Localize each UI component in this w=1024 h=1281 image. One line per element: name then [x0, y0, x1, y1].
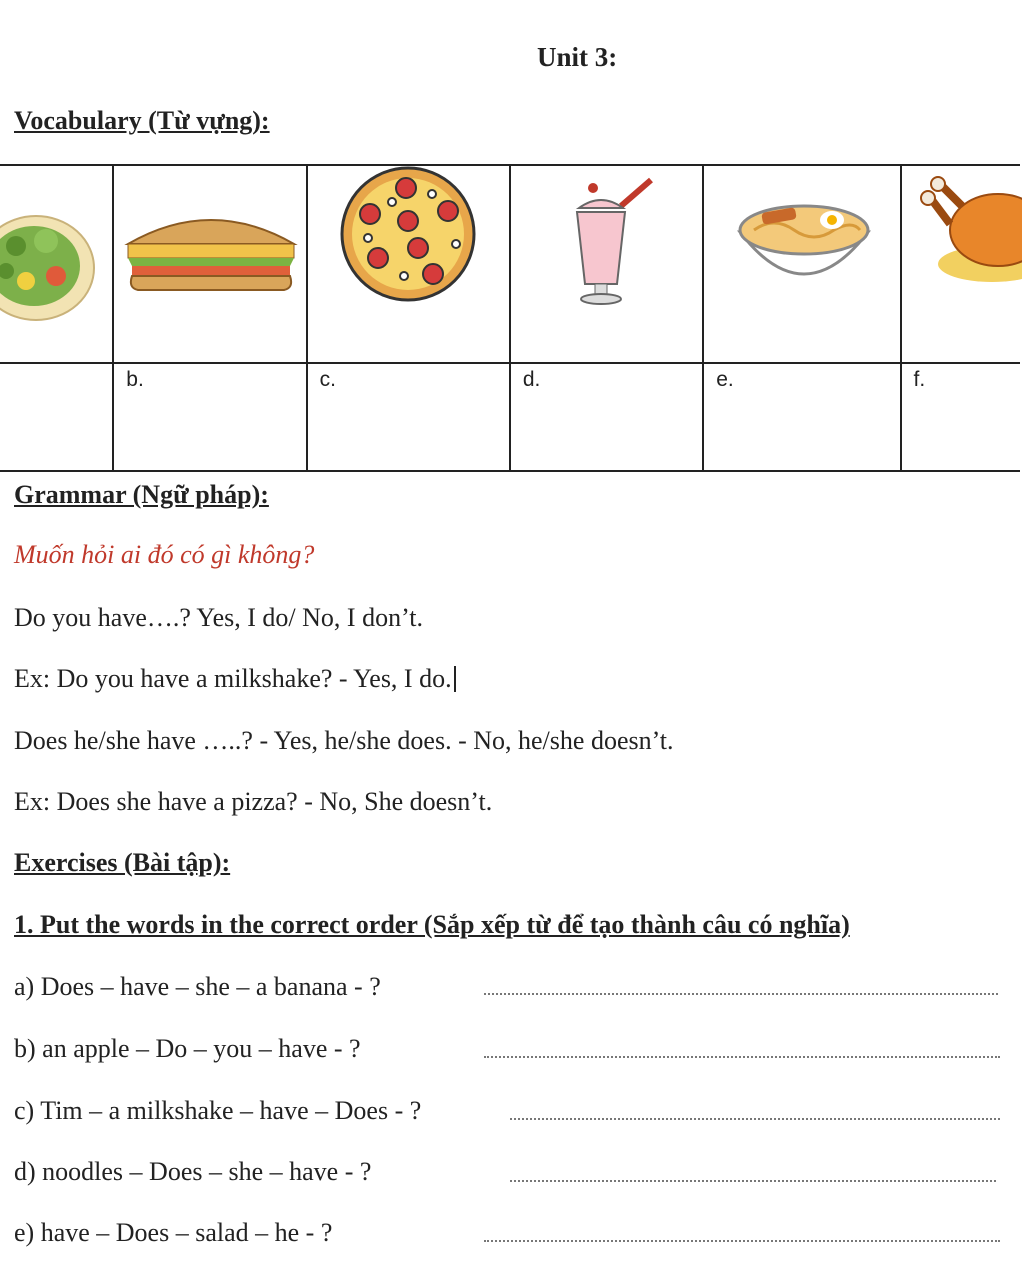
vocab-cell-chicken	[901, 165, 1021, 363]
vocab-label-e: e.	[716, 368, 734, 391]
vocab-cell-milkshake	[510, 165, 703, 363]
vocab-cell-pizza	[307, 165, 510, 363]
vocab-label-a	[0, 364, 112, 368]
exercise-item-c: c) Tim – a milkshake – have – Does - ?	[14, 1096, 422, 1125]
answer-line-d[interactable]	[510, 1180, 996, 1182]
exercise-item-d: d) noodles – Does – she – have - ?	[14, 1157, 372, 1186]
answer-line-a[interactable]	[484, 993, 998, 995]
vocabulary-heading: Vocabulary (Từ vựng):	[14, 106, 270, 135]
grammar-question: Muốn hỏi ai đó có gì không?	[14, 540, 315, 569]
pizza-icon	[308, 166, 512, 362]
vocab-label-cell-e	[703, 363, 900, 471]
exercise-item-e: e) have – Does – salad – he - ?	[14, 1218, 333, 1247]
grammar-line-2-text: Ex: Do you have a milkshake? - Yes, I do.	[14, 664, 452, 693]
text-cursor	[454, 666, 456, 692]
grammar-line-1: Do you have….? Yes, I do/ No, I don’t.	[14, 603, 423, 632]
milkshake-icon	[511, 166, 705, 362]
exercise-1-instruction: 1. Put the words in the correct order (Sắp xếp từ để tạo thành câu có nghĩa)	[14, 910, 850, 939]
vocab-cell-sandwich	[113, 165, 306, 363]
vocab-label-cell-c	[307, 363, 510, 471]
sandwich-icon	[114, 166, 308, 362]
grammar-line-3: Does he/she have …..? - Yes, he/she does. - No, he/she doesn’t.	[14, 726, 674, 755]
exercise-item-a: a) Does – have – she – a banana - ?	[14, 972, 381, 1001]
chicken-icon	[902, 166, 1022, 362]
vocab-label-cell-f	[901, 363, 1021, 471]
vocab-label-cell-d	[510, 363, 703, 471]
grammar-line-2	[14, 664, 456, 694]
exercises-heading: Exercises (Bài tập):	[14, 848, 231, 877]
vocab-label-cell-a	[0, 363, 113, 471]
vocab-label-d: d.	[522, 368, 541, 391]
answer-line-b[interactable]	[484, 1056, 1000, 1058]
answer-line-c[interactable]	[510, 1118, 1000, 1120]
vocab-cell-noodles	[703, 165, 900, 363]
grammar-line-4: Ex: Does she have a pizza? - No, She doesn’t.	[14, 787, 493, 816]
vocab-label-f: f.	[913, 368, 926, 391]
vocab-label-b: b.	[126, 368, 144, 391]
vocab-cell-salad	[0, 165, 113, 363]
answer-line-e[interactable]	[484, 1240, 1000, 1242]
vocabulary-image-row	[0, 165, 1020, 363]
vocab-label-c: c.	[319, 368, 336, 391]
grammar-heading: Grammar (Ngữ pháp):	[14, 480, 269, 509]
exercise-item-b: b) an apple – Do – you – have - ?	[14, 1034, 361, 1063]
vocabulary-label-row	[0, 363, 1020, 471]
vocabulary-table	[0, 164, 1020, 472]
unit-title: Unit 3:	[537, 42, 618, 72]
salad-icon	[0, 166, 114, 362]
vocab-label-cell-b	[113, 363, 306, 471]
noodles-icon	[704, 166, 902, 362]
